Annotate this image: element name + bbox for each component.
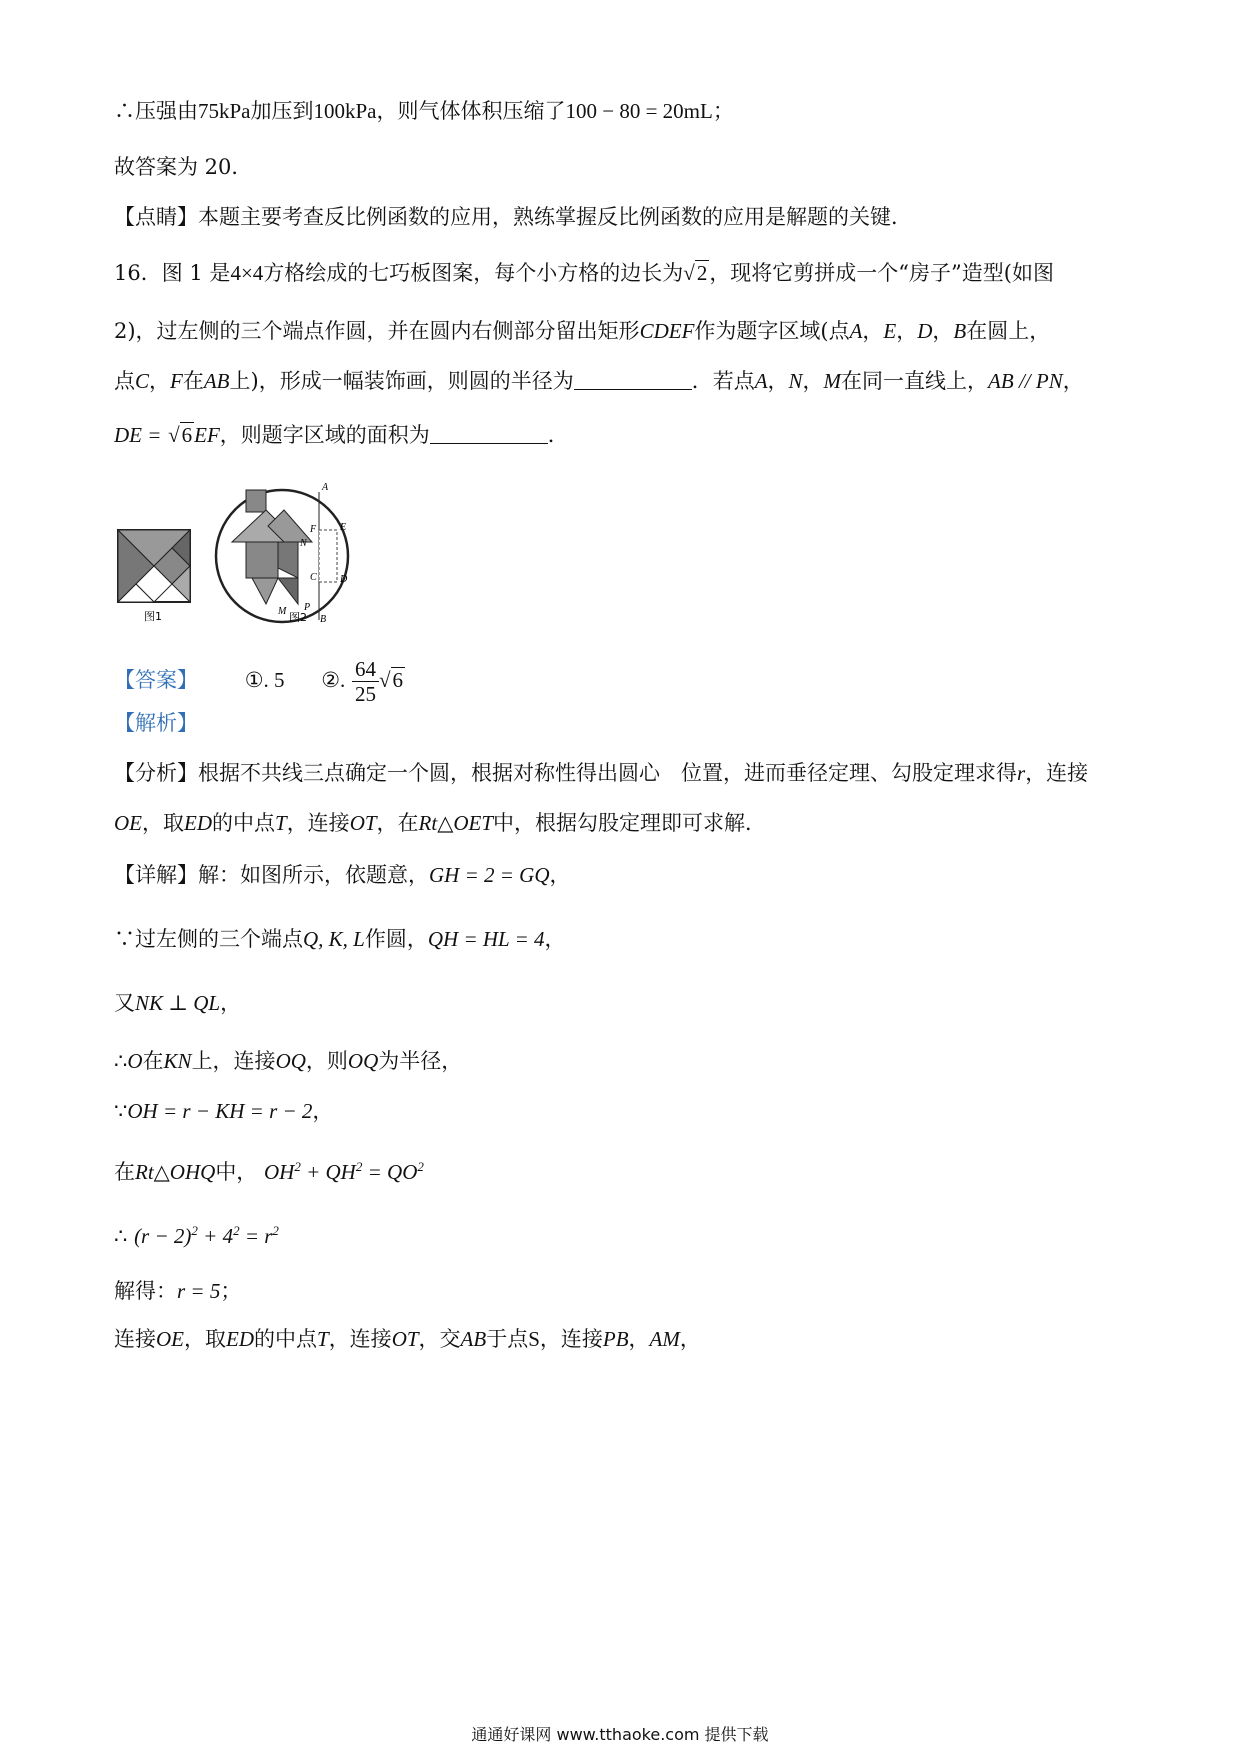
text-line-2: 故答案为 20． [114,155,253,179]
answer-fraction [352,657,379,706]
text: ． [547,423,569,447]
text: ∴压强由 [114,99,198,123]
point-f: F [310,524,317,535]
figure-2-label: 图2 [289,611,307,624]
text: 方格绘成的七巧板图案，每个小方格的边长为 [263,261,684,285]
fenxi-line-2 [114,808,766,838]
answer-blank-2 [430,421,548,444]
text: 在圆上， [966,319,1051,343]
point-p: P [304,602,311,613]
math: OT [391,1327,419,1351]
numerator: 64 [352,657,379,682]
math: 75kPa [198,99,251,123]
text: ，在 [376,811,419,835]
math: M [823,369,842,393]
text: 上)，形成一幅装饰画，则圆的半径为 [229,369,574,393]
text-line-1 [114,96,734,126]
text: ，连接 [286,811,350,835]
math: OQ [275,1049,306,1073]
text: ， [896,319,918,343]
text: ， [220,991,242,1015]
math: OH = r − KH = r − 2 [127,1099,313,1123]
text: 连接 [114,1327,156,1351]
math: 100 − 80 = 20mL [565,99,713,123]
text: ，取 [142,811,184,835]
step-line-6 [114,1216,279,1251]
text: 解得： [114,1279,177,1303]
math: B [953,319,967,343]
sqrt-2: √2 [683,261,708,285]
math: AB // PN [988,369,1063,393]
text: ，则气体体积压缩了 [376,99,566,123]
math: T [317,1327,329,1351]
text: 中， [215,1160,258,1184]
step-line-7 [114,1276,241,1306]
text: 在 [182,369,204,393]
jiexi-tag: 【解析】 [114,711,198,735]
text: ， [1062,369,1084,393]
point-c: C [310,572,317,583]
text: ，则 [305,1049,348,1073]
text: ， [149,369,171,393]
math: ED [226,1327,254,1351]
text: 作圆， [364,927,428,951]
math: AM [649,1327,680,1351]
math: Rt△OHQ [135,1160,216,1184]
math: NK ⊥ QL [135,991,221,1015]
text: ， [679,1327,701,1351]
text: ∴ [114,1049,128,1073]
point-n: N [300,538,307,549]
text: 在 [114,1160,135,1184]
answer-1: ①. 5 [244,668,285,692]
math: T [275,811,287,835]
math: A [849,319,863,343]
math: S [528,1327,540,1351]
math: N [788,369,803,393]
page-footer: 通通好课网 www.tthaoke.com 提供下载 [471,1725,769,1744]
text: ； [220,1279,242,1303]
point-m: M [278,606,287,617]
text: 中，根据勾股定理即可求解． [493,811,767,835]
question-line-1 [114,258,1054,288]
text: ，则题字区域的面积为 [219,423,430,447]
text: ， [767,369,789,393]
pythagoras-equation: $OH^2 + QH^2 = QO^2$ [264,1159,424,1184]
text: 的中点 [254,1327,317,1351]
math: C [135,369,150,393]
math: QH = HL = 4 [427,927,545,951]
answer-line [114,650,405,710]
math: PB [602,1327,629,1351]
text: ， [932,319,954,343]
equation-r: $(r - 2)^2 + 4^2 = r^2$ [134,1223,279,1248]
figure-1 [118,530,190,623]
math: OE [156,1327,184,1351]
sqrt-6-answer: √6 [378,668,403,692]
question-line-2 [114,316,1050,346]
math: DE = [114,423,162,447]
math: O [127,1049,143,1073]
text: ，现将它剪拼成一个“房子”造型(如图 [709,261,1054,285]
step-line-5 [114,1152,424,1187]
text: ∵ [114,1099,128,1123]
math: E [883,319,897,343]
math: AB [203,369,230,393]
text: 为半径， [378,1049,463,1073]
text: ∵过左侧的三个端点 [114,927,303,951]
sqrt-6: √6 [168,423,193,447]
fenxi-line-1 [114,758,1088,788]
math: r [1017,761,1026,785]
answer-2-label: ②. [321,668,346,692]
tangram-figures [114,468,384,628]
answer-tag: 【答案】 [114,668,198,692]
math: F [170,369,183,393]
math: ED [184,811,212,835]
math: Rt△OET [418,811,494,835]
point-b: B [320,614,327,625]
tag: 【详解】 [114,863,198,887]
text: ， [549,863,571,887]
step-line-1 [114,924,566,954]
text: 在同一直线上， [841,369,989,393]
math: CDEF [639,319,695,343]
math: 4×4 [230,261,264,285]
dianjing-line [114,202,912,232]
math: OQ [347,1049,379,1073]
text: 根据不共线三点确定一个圆，根据对称性得出圆心 位置，进而垂径定理、勾股定理求得 [198,761,1017,785]
figure-1-label: 图1 [144,610,162,623]
math: r = 5 [177,1279,221,1303]
text: ， [544,927,566,951]
text: ， [312,1099,334,1123]
text: ，连接 [539,1327,603,1351]
answer-blank-1 [574,367,692,390]
text: ∴ [114,1224,128,1248]
figure-2 [216,482,348,625]
text: 2)，过左侧的三个端点作圆，并在圆内右侧部分留出矩形 [114,319,640,343]
text: ，连接 [328,1327,392,1351]
text: 作为题字区域(点 [694,319,850,343]
text: 加压到 [250,99,314,123]
math: Q, K, L [303,927,365,951]
question-line-4 [114,420,569,450]
math: OE [114,811,142,835]
text: ； [712,99,734,123]
point-a: A [322,482,329,493]
text: ， [862,319,884,343]
step-line-2 [114,988,241,1018]
text: ．若点 [691,369,755,393]
text: 于点 [486,1327,529,1351]
math: A [754,369,768,393]
text: ，交 [418,1327,461,1351]
text: 上，连接 [191,1049,276,1073]
text: 点 [114,369,135,393]
point-e: E [340,522,347,533]
math: AB [460,1327,487,1351]
math: GH = 2 = GQ [429,863,550,887]
text: ， [802,369,824,393]
math: OT [349,811,377,835]
text: ，取 [184,1327,226,1351]
math: EF [194,423,220,447]
math: D [917,319,933,343]
text: 又 [114,991,135,1015]
text: 16．图 1 是 [114,261,231,285]
denominator: 25 [354,682,376,706]
step-line-4 [114,1096,333,1126]
math: KN [163,1049,192,1073]
text: 的中点 [212,811,275,835]
text: ，连接 [1025,761,1089,785]
step-line-3 [114,1046,462,1076]
point-d: D [340,574,348,585]
text: 本题主要考查反比例函数的应用，熟练掌握反比例函数的应用是解题的关键． [198,205,912,229]
step-line-8 [114,1324,701,1354]
tag: 【点睛】 [114,205,198,229]
xiangjie-line [114,860,571,890]
text: 在 [142,1049,164,1073]
text: ， [628,1327,650,1351]
text: 解：如图所示，依题意， [198,863,429,887]
math: 100kPa [313,99,377,123]
question-line-3 [114,366,1084,396]
tag: 【分析】 [114,761,198,785]
